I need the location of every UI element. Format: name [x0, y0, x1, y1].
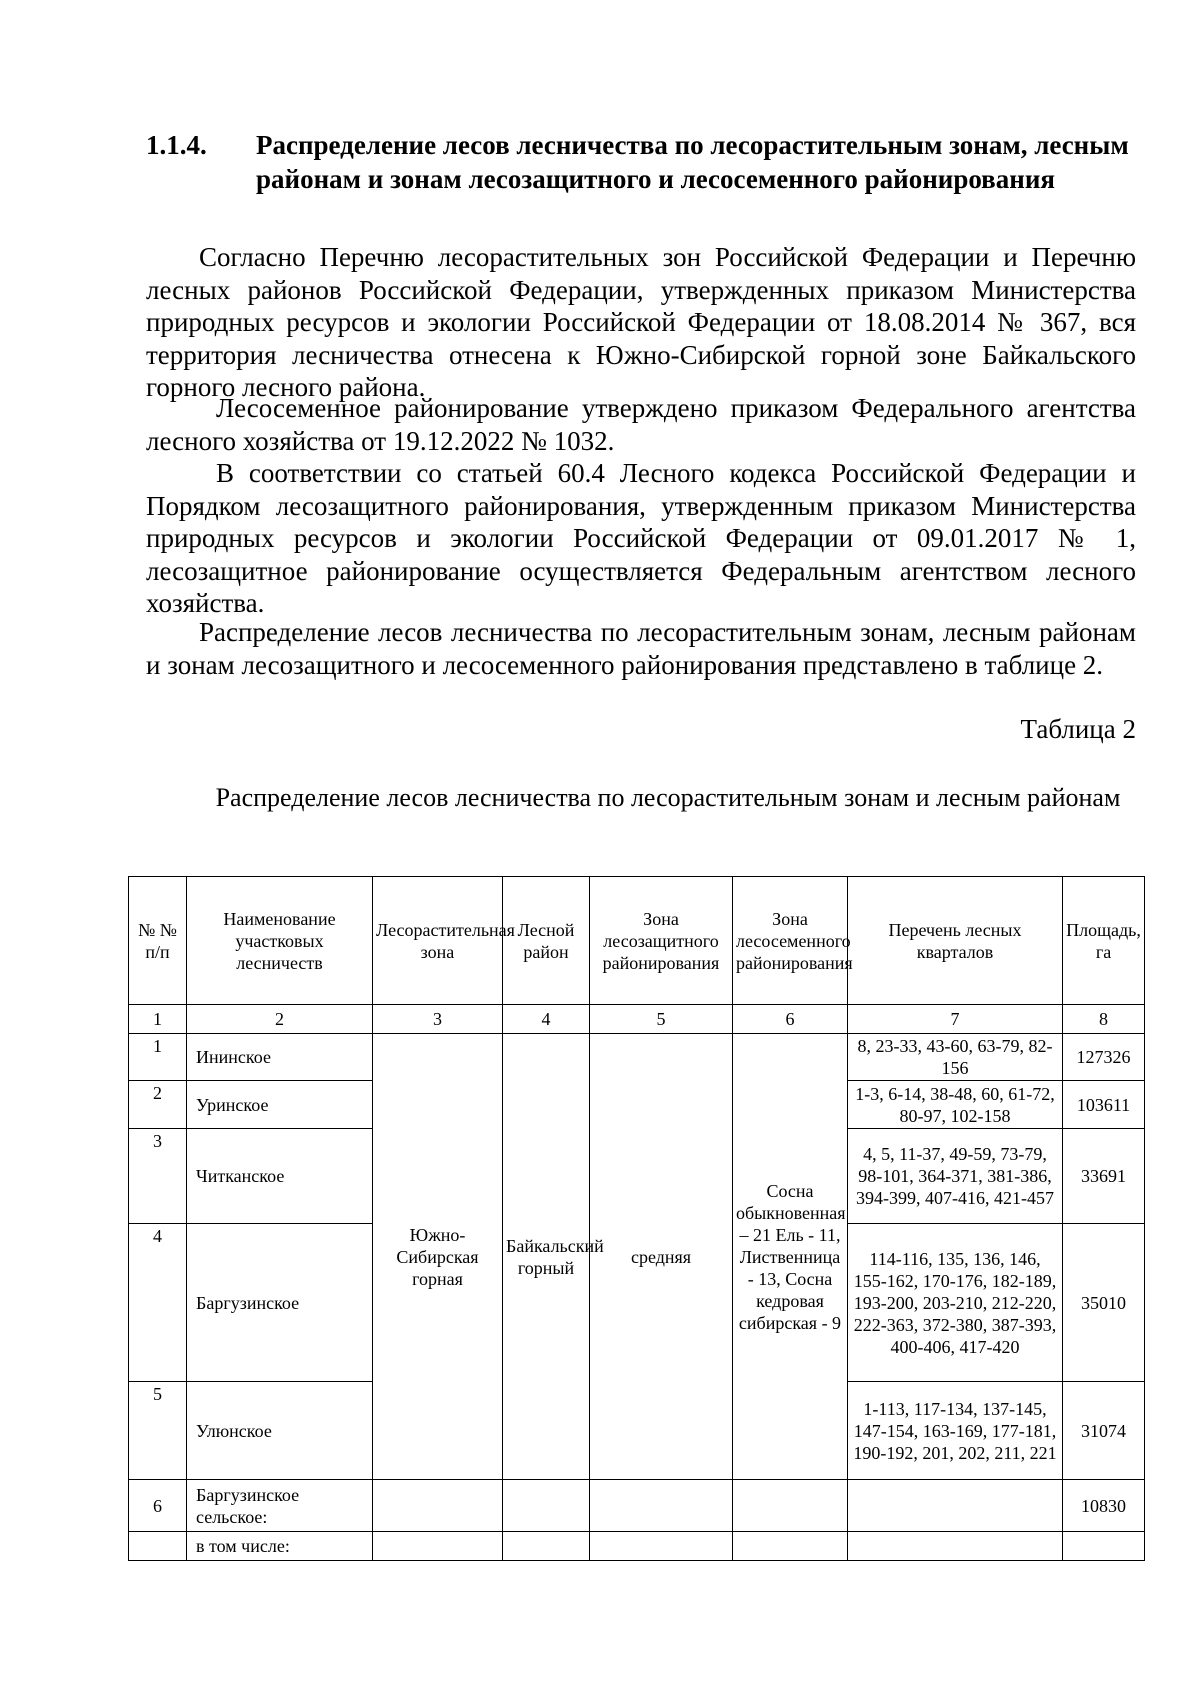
- row-area: 10830: [1063, 1480, 1145, 1532]
- row-name: Читканское: [187, 1129, 373, 1224]
- row-area: 103611: [1063, 1081, 1145, 1129]
- row-area: 33691: [1063, 1129, 1145, 1224]
- row-area: 127326: [1063, 1034, 1145, 1081]
- header-seed: Зона лесосеменного районирования: [733, 877, 848, 1005]
- row-quarters: 1-3, 6-14, 38-48, 60, 61-72, 80-97, 102-158: [848, 1081, 1063, 1129]
- table-header-row: [129, 877, 1145, 1005]
- empty-cell: [848, 1480, 1063, 1532]
- header-area: Площадь, га: [1063, 877, 1145, 1005]
- row-name: Улюнское: [187, 1382, 373, 1480]
- header-protection: Зона лесозащитного районирования: [590, 877, 733, 1005]
- row-num: 3: [129, 1129, 187, 1224]
- empty-cell: [373, 1480, 503, 1532]
- merged-district: Байкальский горный: [503, 1034, 590, 1480]
- empty-cell: [373, 1532, 503, 1561]
- empty-cell: [590, 1480, 733, 1532]
- table-row: [129, 1532, 1145, 1561]
- header-name: Наименование участковых лесничеств: [187, 877, 373, 1005]
- paragraph-3: В соответствии со статьей 60.4 Лесного кодекса Российской Федерации и Порядком лесозащитного районирования, утвержденным приказом Министерства природных ресурсов и экологии Российской Федерации от 09.01.2017 № 1, лесозащитное районирование осуществляется Федеральным агентством лесного хозяйства.: [146, 458, 1136, 618]
- section-title-line1: Распределение лесов лесничества по лесорастительным зонам, лесным: [256, 130, 1129, 160]
- col-number: 5: [590, 1005, 733, 1034]
- row-quarters: 8, 23-33, 43-60, 63-79, 82-156: [848, 1034, 1063, 1081]
- row-quarters: 4, 5, 11-37, 49-59, 73-79, 98-101, 364-371, 381-386, 394-399, 407-416, 421-457: [848, 1129, 1063, 1224]
- row-num: 4: [129, 1224, 187, 1382]
- row-num: 2: [129, 1081, 187, 1129]
- row-num: 1: [129, 1034, 187, 1081]
- row-num: 5: [129, 1382, 187, 1480]
- section-title-line2: районам и зонам лесозащитного и лесосеменного районирования: [256, 164, 1055, 194]
- col-number: 7: [848, 1005, 1063, 1034]
- col-number: 6: [733, 1005, 848, 1034]
- row-area: 35010: [1063, 1224, 1145, 1382]
- section-heading: [146, 128, 1136, 196]
- col-number: 3: [373, 1005, 503, 1034]
- row-name: в том числе:: [187, 1532, 373, 1561]
- row-name: Уринское: [187, 1081, 373, 1129]
- header-zone: Лесорастительная зона: [373, 877, 503, 1005]
- empty-cell: [1063, 1532, 1145, 1561]
- row-quarters: 1-113, 117-134, 137-145, 147-154, 163-169, 177-181, 190-192, 201, 202, 211, 221: [848, 1382, 1063, 1480]
- header-num: № № п/п: [129, 877, 187, 1005]
- col-number: 2: [187, 1005, 373, 1034]
- empty-cell: [590, 1532, 733, 1561]
- empty-cell: [503, 1532, 590, 1561]
- merged-protection: средняя: [590, 1034, 733, 1480]
- table-title: Распределение лесов лесничества по лесорастительным зонам и лесным районам: [215, 783, 1121, 812]
- empty-cell: [733, 1532, 848, 1561]
- merged-seed: Сосна обыкновенная – 21 Ель - 11, Лиственница - 13, Сосна кедровая сибирская - 9: [733, 1034, 848, 1480]
- merged-zone: Южно-Сибирская горная: [373, 1034, 503, 1480]
- header-number-row: [129, 1005, 1145, 1034]
- row-name: Баргузинское: [187, 1224, 373, 1382]
- row-name: Ининское: [187, 1034, 373, 1081]
- section-number: 1.1.4.: [146, 130, 207, 160]
- forest-distribution-table: [128, 876, 1145, 1561]
- empty-cell: [848, 1532, 1063, 1561]
- col-number: 8: [1063, 1005, 1145, 1034]
- paragraph-1: Согласно Перечню лесорастительных зон Российской Федерации и Перечню лесных районов Российской Федерации, утвержденных приказом Министерства природных ресурсов и экологии Российской Федерации от 18.08.2014 № 367, вся территория лесничества отнесена к Южно-Сибирской горной зоне Байкальского горного лесного района.: [146, 242, 1136, 402]
- empty-cell: [503, 1480, 590, 1532]
- row-quarters: 114-116, 135, 136, 146, 155-162, 170-176, 182-189, 193-200, 203-210, 212-220, 222-363, 372-380, 387-393, 400-406, 417-420: [848, 1224, 1063, 1382]
- row-name: Баргузинское сельское:: [187, 1480, 373, 1532]
- col-number: 1: [129, 1005, 187, 1034]
- table-label: Таблица 2: [1020, 714, 1136, 744]
- paragraph-4: Распределение лесов лесничества по лесорастительным зонам, лесным районам и зонам лесозащитного и лесосеменного районирования представлено в таблице 2.: [146, 617, 1136, 680]
- table-row: [129, 1034, 1145, 1081]
- header-district: Лесной район: [503, 877, 590, 1005]
- empty-cell: [733, 1480, 848, 1532]
- table-row: [129, 1480, 1145, 1532]
- empty-cell: [129, 1532, 187, 1561]
- col-number: 4: [503, 1005, 590, 1034]
- paragraph-2: Лесосеменное районирование утверждено приказом Федерального агентства лесного хозяйства от 19.12.2022 № 1032.: [146, 393, 1136, 456]
- row-num: 6: [129, 1480, 187, 1532]
- row-area: 31074: [1063, 1382, 1145, 1480]
- header-quarters: Перечень лесных кварталов: [848, 877, 1063, 1005]
